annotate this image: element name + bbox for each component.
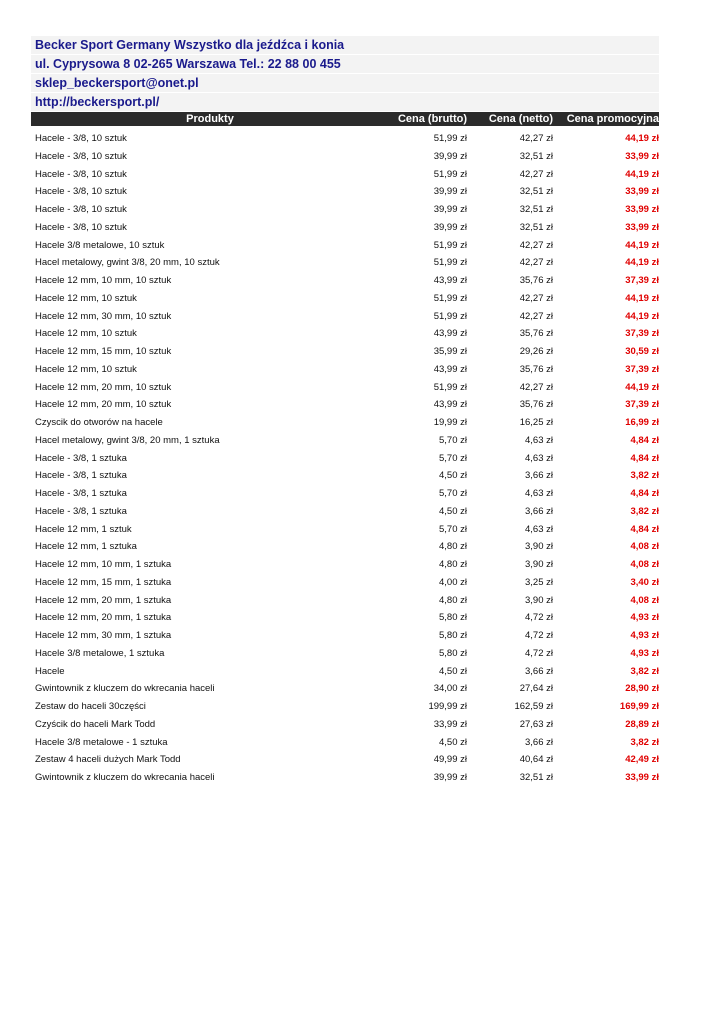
promo-price: 44,19 zł [625,292,659,304]
net-price: 27,64 zł [519,683,553,695]
product-name: Czyścik do haceli Mark Todd [35,718,156,730]
product-name: Hacele 12 mm, 10 mm, 1 sztuka [35,559,172,570]
table-row [31,698,659,716]
table-row [31,325,659,343]
gross-price: 51,99 zł [433,239,467,251]
gross-price: 4,50 zł [439,470,467,482]
promo-price: 4,84 zł [630,452,659,464]
promo-price: 33,99 zł [625,221,659,233]
table-header [31,112,659,126]
product-name: Hacele 12 mm, 10 mm, 10 sztuk [35,275,172,286]
promo-price: 4,93 zł [630,612,659,624]
net-price: 35,76 zł [519,363,553,375]
table-row [31,609,659,627]
promo-price: 44,19 zł [625,381,659,393]
net-price: 162,59 zł [514,701,553,712]
promo-price: 4,84 zł [630,523,659,535]
table-row [31,130,659,148]
table-row [31,450,659,468]
promo-price: 44,19 zł [625,168,659,180]
product-name: Hacele 12 mm, 15 mm, 1 sztuka [35,576,172,588]
net-price: 42,27 zł [519,133,553,144]
product-name: Hacele - 3/8, 10 sztuk [35,204,127,215]
promo-price: 28,89 zł [625,718,659,730]
promo-price: 3,40 zł [630,576,659,588]
net-price: 3,66 zł [525,470,553,482]
promo-price: 3,82 zł [630,505,659,517]
product-name: Hacele - 3/8, 10 sztuk [35,186,127,198]
net-price: 29,26 zł [519,346,553,357]
net-price: 4,63 zł [525,488,553,499]
table-row [31,183,659,201]
table-row [31,734,659,752]
table-row [31,556,659,574]
product-name: Gwintownik z kluczem do wkrecania haceli [35,772,215,783]
table-row [31,254,659,272]
promo-price: 44,19 zł [625,257,659,269]
promo-price: 4,93 zł [630,630,659,641]
net-price: 35,76 zł [519,399,553,411]
table-row [31,396,659,414]
gross-price: 4,80 zł [439,541,467,553]
gross-price: 51,99 zł [433,292,467,304]
company-email[interactable]: sklep_beckersport@onet.pl [31,74,659,92]
promo-price: 4,08 zł [630,594,659,606]
gross-price: 49,99 zł [433,754,467,766]
gross-price: 39,99 zł [433,772,467,783]
promo-price: 4,08 zł [630,559,659,570]
product-name: Hacele - 3/8, 1 sztuka [35,488,127,499]
table-row [31,627,659,645]
table-row [31,308,659,326]
column-header-promo-price: Cena promocyjna [566,113,659,125]
gross-price: 19,99 zł [433,417,467,428]
product-name: Gwintownik z kluczem do wkrecania haceli [35,683,215,695]
table-row [31,485,659,503]
product-name: Czyscik do otworów na hacele [35,417,163,428]
gross-price: 5,70 zł [439,523,467,535]
promo-price: 33,99 zł [625,186,659,198]
table-row [31,538,659,556]
product-name: Hacele - 3/8, 10 sztuk [35,168,127,180]
product-name: Hacele 12 mm, 20 mm, 10 sztuk [35,381,172,393]
product-name: Hacele 12 mm, 10 sztuk [35,292,137,304]
table-row [31,751,659,769]
company-name: Becker Sport Germany Wszystko dla jeźdźca i konia [31,36,659,54]
gross-price: 51,99 zł [433,257,467,269]
net-price: 27,63 zł [519,718,553,730]
promo-price: 3,82 zł [630,665,659,677]
gross-price: 51,99 zł [433,168,467,180]
net-price: 3,66 zł [525,736,553,748]
net-price: 4,63 zł [525,523,553,535]
product-name: Hacele 12 mm, 20 mm, 1 sztuka [35,612,172,624]
promo-price: 28,90 zł [625,683,659,695]
table-row [31,592,659,610]
promo-price: 44,19 zł [625,310,659,322]
price-list-document [31,36,659,787]
gross-price: 4,50 zł [439,736,467,748]
gross-price: 5,80 zł [439,647,467,659]
net-price: 42,27 zł [519,257,553,269]
net-price: 32,51 zł [519,204,553,215]
gross-price: 5,70 zł [439,488,467,499]
gross-price: 5,80 zł [439,630,467,641]
gross-price: 51,99 zł [433,310,467,322]
net-price: 4,72 zł [525,612,553,624]
product-name: Hacele 12 mm, 20 mm, 1 sztuka [35,594,172,606]
net-price: 40,64 zł [519,754,553,766]
net-price: 32,51 zł [519,772,553,783]
net-price: 32,51 zł [519,186,553,198]
table-row [31,343,659,361]
product-name: Hacele - 3/8, 10 sztuk [35,150,127,162]
promo-price: 4,84 zł [630,434,659,446]
net-price: 4,63 zł [525,452,553,464]
net-price: 42,27 zł [519,168,553,180]
table-row [31,574,659,592]
gross-price: 51,99 zł [433,381,467,393]
gross-price: 199,99 zł [428,701,467,712]
gross-price: 4,50 zł [439,665,467,677]
product-name: Hacele 12 mm, 15 mm, 10 sztuk [35,346,172,357]
net-price: 32,51 zł [519,150,553,162]
gross-price: 39,99 zł [433,186,467,198]
gross-price: 5,70 zł [439,434,467,446]
column-header-gross-price: Cena (brutto) [397,113,467,125]
product-name: Hacele 12 mm, 1 sztuka [35,541,137,553]
net-price: 3,66 zł [525,505,553,517]
column-header-net-price: Cena (netto) [488,113,553,125]
gross-price: 4,50 zł [439,505,467,517]
product-name: Hacele - 3/8, 1 sztuka [35,505,127,517]
promo-price: 3,82 zł [630,470,659,482]
gross-price: 43,99 zł [433,363,467,375]
product-name: Hacele 12 mm, 20 mm, 10 sztuk [35,399,172,411]
gross-price: 34,00 zł [433,683,467,695]
table-row [31,716,659,734]
net-price: 42,27 zł [519,239,553,251]
product-name: Hacele 12 mm, 10 sztuk [35,328,137,340]
net-price: 3,66 zł [525,665,553,677]
table-row [31,467,659,485]
product-name: Hacele 12 mm, 10 sztuk [35,363,137,375]
net-price: 35,76 zł [519,275,553,286]
product-name: Hacele [35,665,65,677]
table-row [31,503,659,521]
product-name: Zestaw do haceli 30części [35,701,146,712]
product-name: Hacel metalowy, gwint 3/8, 20 mm, 1 sztuka [35,434,220,446]
product-name: Hacele 12 mm, 1 sztuk [35,523,132,535]
net-price: 3,90 zł [525,541,553,553]
gross-price: 43,99 zł [433,328,467,340]
promo-price: 33,99 zł [625,204,659,215]
product-name: Hacele 3/8 metalowe, 1 sztuka [35,647,165,659]
net-price: 32,51 zł [519,221,553,233]
gross-price: 5,80 zł [439,612,467,624]
net-price: 3,25 zł [525,576,553,588]
table-row [31,432,659,450]
table-row [31,680,659,698]
company-address: ul. Cyprysowa 8 02-265 Warszawa Tel.: 22 88 00 455 [31,55,659,73]
net-price: 16,25 zł [519,417,553,428]
table-row [31,379,659,397]
gross-price: 33,99 zł [433,718,467,730]
table-row [31,414,659,432]
promo-price: 3,82 zł [630,736,659,748]
net-price: 42,27 zł [519,292,553,304]
promo-price: 37,39 zł [625,363,659,375]
product-table-body [31,130,659,787]
promo-price: 16,99 zł [625,417,659,428]
gross-price: 4,00 zł [439,576,467,588]
product-name: Hacele 12 mm, 30 mm, 10 sztuk [35,310,172,322]
gross-price: 43,99 zł [433,399,467,411]
product-name: Hacele - 3/8, 10 sztuk [35,133,127,144]
table-row [31,237,659,255]
promo-price: 37,39 zł [625,399,659,411]
net-price: 3,90 zł [525,594,553,606]
table-row [31,272,659,290]
product-name: Zestaw 4 haceli dużych Mark Todd [35,754,181,766]
product-name: Hacele - 3/8, 1 sztuka [35,452,127,464]
promo-price: 44,19 zł [625,239,659,251]
gross-price: 39,99 zł [433,150,467,162]
promo-price: 37,39 zł [625,328,659,340]
promo-price: 42,49 zł [625,754,659,766]
gross-price: 4,80 zł [439,559,467,570]
product-name: Hacele - 3/8, 10 sztuk [35,221,127,233]
table-row [31,521,659,539]
net-price: 3,90 zł [525,559,553,570]
table-row [31,663,659,681]
table-row [31,645,659,663]
table-row [31,290,659,308]
product-name: Hacele 3/8 metalowe, 10 sztuk [35,239,165,251]
gross-price: 43,99 zł [433,275,467,286]
promo-price: 4,93 zł [630,647,659,659]
table-row [31,201,659,219]
promo-price: 33,99 zł [625,772,659,783]
promo-price: 33,99 zł [625,150,659,162]
column-header-products: Produkty [186,113,234,125]
gross-price: 35,99 zł [433,346,467,357]
gross-price: 5,70 zł [439,452,467,464]
product-name: Hacele 12 mm, 30 mm, 1 sztuka [35,630,172,641]
gross-price: 4,80 zł [439,594,467,606]
promo-price: 37,39 zł [625,275,659,286]
net-price: 35,76 zł [519,328,553,340]
product-name: Hacele 3/8 metalowe - 1 sztuka [35,736,168,748]
table-row [31,769,659,787]
company-website-link[interactable]: http://beckersport.pl/ [31,93,659,111]
product-name: Hacele - 3/8, 1 sztuka [35,470,127,482]
table-row [31,361,659,379]
net-price: 42,27 zł [519,381,553,393]
promo-price: 169,99 zł [619,701,659,712]
table-row [31,219,659,237]
promo-price: 44,19 zł [625,133,659,144]
net-price: 4,63 zł [525,434,553,446]
promo-price: 4,08 zł [630,541,659,553]
net-price: 4,72 zł [525,647,553,659]
gross-price: 39,99 zł [433,221,467,233]
gross-price: 39,99 zł [433,204,467,215]
gross-price: 51,99 zł [433,133,467,144]
net-price: 4,72 zł [525,630,553,641]
table-row [31,148,659,166]
promo-price: 4,84 zł [630,488,659,499]
net-price: 42,27 zł [519,310,553,322]
promo-price: 30,59 zł [625,346,659,357]
table-row [31,166,659,184]
product-name: Hacel metalowy, gwint 3/8, 20 mm, 10 sztuk [35,257,220,269]
